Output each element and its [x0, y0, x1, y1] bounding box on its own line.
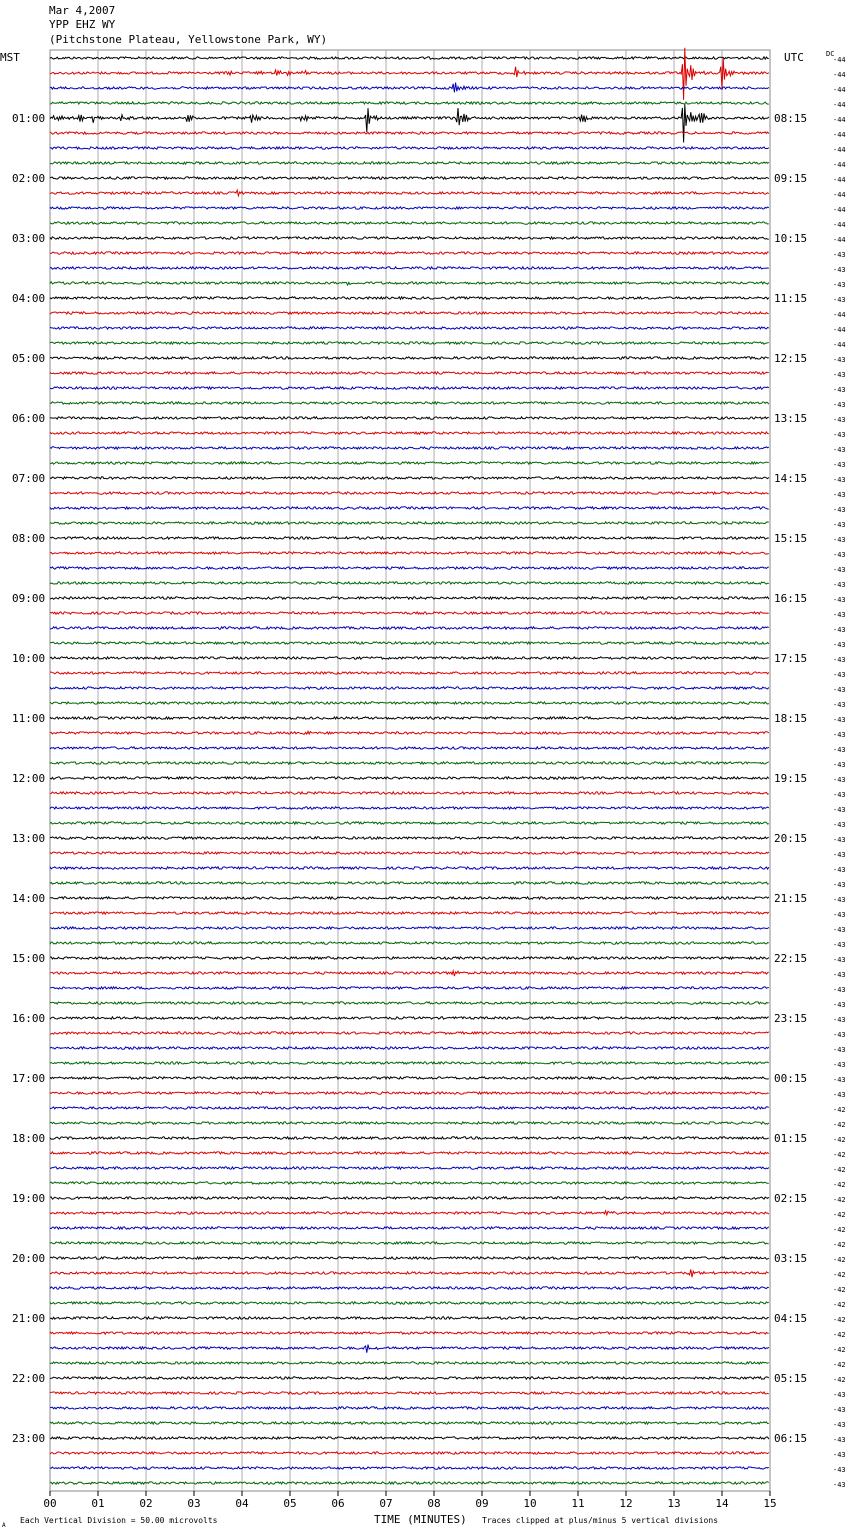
- trace-row-1: [50, 48, 769, 100]
- dc-offset-6: -44: [833, 146, 846, 154]
- trace-row-16: [50, 297, 769, 299]
- mst-hour-label: 02:00: [12, 172, 46, 185]
- dc-offset-12: -44: [833, 236, 846, 244]
- mst-hour-label: 05:00: [12, 352, 46, 365]
- trace-row-74: [50, 1167, 769, 1169]
- utc-hour-label: 04:15: [774, 1312, 808, 1325]
- dc-offset-44: -43: [833, 716, 846, 724]
- utc-hour-label: 01:15: [774, 1132, 808, 1145]
- x-tick-label: 09: [475, 1497, 489, 1510]
- corner-mark: A: [2, 1522, 6, 1529]
- trace-row-23: [50, 402, 769, 404]
- dc-offset-48: -43: [833, 776, 846, 784]
- x-tick-label: 06: [331, 1497, 345, 1510]
- utc-hour-label: 14:15: [774, 472, 808, 485]
- trace-row-21: [50, 372, 769, 374]
- trace-row-17: [50, 312, 769, 314]
- utc-hour-label: 06:15: [774, 1432, 808, 1445]
- trace-row-70: [50, 1107, 769, 1109]
- dc-offset-65: -43: [833, 1031, 846, 1039]
- mst-hour-label: 22:00: [12, 1372, 46, 1385]
- dc-offset-74: -42: [833, 1166, 846, 1174]
- trace-row-93: [50, 1452, 769, 1454]
- x-tick-label: 01: [91, 1497, 105, 1510]
- dc-offset-21: -43: [833, 371, 846, 379]
- trace-row-87: [50, 1362, 769, 1364]
- dc-offset-88: -42: [833, 1376, 846, 1384]
- trace-row-31: [50, 522, 769, 524]
- dc-offset-78: -42: [833, 1226, 846, 1234]
- trace-row-57: [50, 912, 769, 914]
- dc-offset-91: -43: [833, 1421, 846, 1429]
- trace-row-88: [50, 1377, 769, 1379]
- trace-row-76: [50, 1197, 769, 1199]
- mst-hour-label: 19:00: [12, 1192, 46, 1205]
- dc-offset-68: -43: [833, 1076, 846, 1084]
- dc-offset-29: -43: [833, 491, 846, 499]
- mst-label: MST: [0, 51, 20, 64]
- dc-offset-19: -44: [833, 341, 846, 349]
- trace-row-75: [50, 1182, 769, 1184]
- mst-hour-label: 04:00: [12, 292, 46, 305]
- footer-clip-note: Traces clipped at plus/minus 5 vertical divisions: [482, 1516, 719, 1525]
- dc-offset-51: -43: [833, 821, 846, 829]
- trace-row-11: [50, 222, 769, 224]
- dc-offset-25: -43: [833, 431, 846, 439]
- plot-frame: [50, 50, 770, 1491]
- dc-offset-55: -43: [833, 881, 846, 889]
- trace-row-47: [50, 762, 769, 764]
- dc-offset-64: -43: [833, 1016, 846, 1024]
- x-tick-label: 12: [619, 1497, 633, 1510]
- x-tick-label: 04: [235, 1497, 249, 1510]
- mst-hour-label: 07:00: [12, 472, 46, 485]
- dc-offset-86: -42: [833, 1346, 846, 1354]
- dc-offset-36: -43: [833, 596, 846, 604]
- mst-hour-label: 12:00: [12, 772, 46, 785]
- dc-offset-53: -43: [833, 851, 846, 859]
- trace-row-79: [50, 1242, 769, 1244]
- trace-row-48: [50, 777, 769, 779]
- mst-hour-label: 17:00: [12, 1072, 46, 1085]
- trace-row-86: [50, 1345, 769, 1353]
- station-label: YPP EHZ WY: [49, 18, 116, 31]
- dc-offset-52: -43: [833, 836, 846, 844]
- trace-row-45: [50, 731, 769, 734]
- dc-offset-54: -43: [833, 866, 846, 874]
- trace-row-94: [50, 1467, 769, 1469]
- x-tick-label: 00: [43, 1497, 57, 1510]
- dc-offset-80: -42: [833, 1256, 846, 1264]
- dc-offset-89: -43: [833, 1391, 846, 1399]
- dc-offset-5: -44: [833, 131, 846, 139]
- dc-offset-85: -42: [833, 1331, 846, 1339]
- trace-row-71: [50, 1122, 769, 1124]
- utc-hour-label: 19:15: [774, 772, 808, 785]
- dc-offset-27: -43: [833, 461, 846, 469]
- dc-offset-69: -43: [833, 1091, 846, 1099]
- trace-row-89: [50, 1392, 769, 1394]
- mst-hour-label: 21:00: [12, 1312, 46, 1325]
- dc-offset-18: -44: [833, 326, 846, 334]
- trace-row-38: [50, 627, 769, 629]
- utc-hour-label: 23:15: [774, 1012, 808, 1025]
- dc-offset-92: -43: [833, 1436, 846, 1444]
- utc-hour-label: 00:15: [774, 1072, 808, 1085]
- dc-offset-8: -44: [833, 176, 846, 184]
- trace-row-55: [50, 882, 769, 884]
- utc-hour-label: 03:15: [774, 1252, 808, 1265]
- trace-row-61: [50, 971, 769, 976]
- trace-row-10: [50, 207, 769, 209]
- dc-offset-42: -43: [833, 686, 846, 694]
- trace-row-42: [50, 687, 769, 689]
- dc-offset-7: -44: [833, 161, 846, 169]
- dc-offset-57: -43: [833, 911, 846, 919]
- mst-hour-label: 08:00: [12, 532, 46, 545]
- trace-row-41: [50, 672, 769, 674]
- trace-row-8: [50, 177, 769, 179]
- utc-hour-label: 20:15: [774, 832, 808, 845]
- dc-offset-59: -43: [833, 941, 846, 949]
- trace-row-24: [50, 417, 769, 419]
- dc-offset-37: -43: [833, 611, 846, 619]
- dc-offset-56: -43: [833, 896, 846, 904]
- trace-row-20: [50, 357, 769, 359]
- trace-row-49: [50, 792, 769, 794]
- x-tick-label: 11: [571, 1497, 585, 1510]
- dc-offset-50: -43: [833, 806, 846, 814]
- x-tick-label: 10: [523, 1497, 537, 1510]
- mst-hour-label: 16:00: [12, 1012, 46, 1025]
- trace-row-80: [50, 1257, 769, 1259]
- trace-row-33: [50, 552, 769, 554]
- x-tick-label: 05: [283, 1497, 297, 1510]
- trace-row-92: [50, 1437, 769, 1439]
- trace-row-35: [50, 582, 769, 584]
- dc-offset-95: -43: [833, 1481, 846, 1489]
- dc-offset-58: -43: [833, 926, 846, 934]
- trace-row-51: [50, 822, 769, 824]
- trace-row-65: [50, 1032, 769, 1034]
- trace-row-91: [50, 1422, 769, 1424]
- utc-hour-label: 15:15: [774, 532, 808, 545]
- trace-row-73: [50, 1152, 769, 1154]
- trace-row-25: [50, 432, 769, 434]
- dc-label: DC: [826, 50, 835, 58]
- utc-hour-label: 10:15: [774, 232, 808, 245]
- footer-scale-note: Each Vertical Division = 50.00 microvolts: [20, 1516, 218, 1525]
- trace-row-56: [50, 897, 769, 899]
- trace-row-43: [50, 702, 769, 704]
- dc-offset-62: -43: [833, 986, 846, 994]
- utc-hour-label: 16:15: [774, 592, 808, 605]
- dc-offset-3: -44: [833, 101, 846, 109]
- trace-row-81: [50, 1269, 769, 1277]
- trace-row-44: [50, 717, 769, 719]
- x-tick-label: 13: [667, 1497, 681, 1510]
- utc-hour-label: 05:15: [774, 1372, 808, 1385]
- x-tick-label: 02: [139, 1497, 153, 1510]
- dc-offset-87: -42: [833, 1361, 846, 1369]
- dc-offset-41: -43: [833, 671, 846, 679]
- dc-offset-46: -43: [833, 746, 846, 754]
- trace-row-72: [50, 1137, 769, 1139]
- utc-hour-label: 17:15: [774, 652, 808, 665]
- trace-row-34: [50, 567, 769, 569]
- trace-row-39: [50, 642, 769, 644]
- trace-row-28: [50, 477, 769, 479]
- dc-offset-40: -43: [833, 656, 846, 664]
- utc-hour-label: 13:15: [774, 412, 808, 425]
- mst-hour-label: 18:00: [12, 1132, 46, 1145]
- trace-row-63: [50, 1002, 769, 1004]
- trace-row-60: [50, 957, 769, 959]
- dc-offset-34: -43: [833, 566, 846, 574]
- dc-offset-30: -43: [833, 506, 846, 514]
- trace-row-29: [50, 492, 769, 494]
- trace-row-64: [50, 1017, 769, 1019]
- x-tick-label: 15: [763, 1497, 777, 1510]
- trace-row-14: [50, 267, 769, 269]
- trace-row-37: [50, 612, 769, 614]
- x-tick-label: 14: [715, 1497, 729, 1510]
- trace-row-40: [50, 657, 769, 659]
- x-axis-title: TIME (MINUTES): [374, 1513, 467, 1526]
- dc-offset-81: -42: [833, 1271, 846, 1279]
- trace-row-58: [50, 927, 769, 929]
- dc-offset-17: -44: [833, 311, 846, 319]
- dc-offset-35: -43: [833, 581, 846, 589]
- trace-row-9: [50, 190, 769, 196]
- trace-row-36: [50, 597, 769, 599]
- trace-row-67: [50, 1062, 769, 1064]
- utc-hour-label: 11:15: [774, 292, 808, 305]
- dc-offset-2: -44: [833, 86, 846, 94]
- mst-hour-label: 14:00: [12, 892, 46, 905]
- utc-hour-label: 08:15: [774, 112, 808, 125]
- dc-offset-14: -43: [833, 266, 846, 274]
- trace-row-52: [50, 837, 769, 839]
- dc-offset-67: -43: [833, 1061, 846, 1069]
- mst-hour-label: 11:00: [12, 712, 46, 725]
- trace-row-7: [50, 162, 769, 164]
- trace-row-68: [50, 1077, 769, 1079]
- trace-row-15: [50, 282, 769, 285]
- trace-row-2: [50, 83, 769, 93]
- dc-offset-10: -44: [833, 206, 846, 214]
- location-label: (Pitchstone Plateau, Yellowstone Park, WY): [49, 33, 328, 46]
- dc-offset-43: -43: [833, 701, 846, 709]
- utc-hour-label: 12:15: [774, 352, 808, 365]
- dc-offset-24: -43: [833, 416, 846, 424]
- dc-offset-16: -43: [833, 296, 846, 304]
- dc-offset-0: -44: [833, 56, 846, 64]
- trace-row-69: [50, 1092, 769, 1094]
- dc-offset-94: -43: [833, 1466, 846, 1474]
- mst-hour-label: 01:00: [12, 112, 46, 125]
- mst-hour-label: 15:00: [12, 952, 46, 965]
- trace-row-62: [50, 987, 769, 989]
- dc-offset-77: -42: [833, 1211, 846, 1219]
- trace-row-78: [50, 1227, 769, 1229]
- dc-offset-66: -43: [833, 1046, 846, 1054]
- trace-row-22: [50, 387, 769, 389]
- trace-row-32: [50, 537, 769, 539]
- trace-row-6: [50, 147, 769, 149]
- trace-row-26: [50, 447, 769, 449]
- dc-offset-15: -43: [833, 281, 846, 289]
- mst-hour-label: 10:00: [12, 652, 46, 665]
- trace-row-5: [50, 132, 769, 134]
- utc-hour-label: 18:15: [774, 712, 808, 725]
- trace-row-82: [50, 1287, 769, 1289]
- utc-hour-label: 22:15: [774, 952, 808, 965]
- dc-offset-13: -43: [833, 251, 846, 259]
- trace-row-13: [50, 252, 769, 254]
- utc-label: UTC: [784, 51, 804, 64]
- dc-offset-61: -43: [833, 971, 846, 979]
- dc-offset-1: -44: [833, 71, 846, 79]
- dc-offset-60: -43: [833, 956, 846, 964]
- dc-offset-83: -42: [833, 1301, 846, 1309]
- dc-offset-9: -44: [833, 191, 846, 199]
- trace-row-50: [50, 807, 769, 809]
- dc-offset-70: -42: [833, 1106, 846, 1114]
- dc-offset-47: -43: [833, 761, 846, 769]
- dc-offset-23: -43: [833, 401, 846, 409]
- dc-offset-90: -43: [833, 1406, 846, 1414]
- dc-offset-79: -42: [833, 1241, 846, 1249]
- dc-offset-84: -42: [833, 1316, 846, 1324]
- dc-offset-45: -43: [833, 731, 846, 739]
- dc-offset-11: -44: [833, 221, 846, 229]
- trace-row-0: [50, 57, 769, 59]
- x-tick-label: 08: [427, 1497, 441, 1510]
- trace-row-83: [50, 1302, 769, 1304]
- trace-row-18: [50, 327, 769, 329]
- trace-row-4: [50, 104, 769, 142]
- mst-hour-label: 09:00: [12, 592, 46, 605]
- utc-hour-label: 21:15: [774, 892, 808, 905]
- trace-row-85: [50, 1332, 769, 1334]
- dc-offset-32: -43: [833, 536, 846, 544]
- trace-row-19: [50, 342, 769, 344]
- dc-offset-26: -43: [833, 446, 846, 454]
- date-label: Mar 4,2007: [49, 4, 116, 17]
- trace-row-77: [50, 1211, 769, 1215]
- dc-offset-28: -43: [833, 476, 846, 484]
- dc-offset-31: -43: [833, 521, 846, 529]
- trace-row-54: [50, 867, 769, 869]
- dc-offset-22: -43: [833, 386, 846, 394]
- mst-hour-label: 23:00: [12, 1432, 46, 1445]
- dc-offset-93: -43: [833, 1451, 846, 1459]
- dc-offset-49: -43: [833, 791, 846, 799]
- dc-offset-82: -42: [833, 1286, 846, 1294]
- dc-offset-33: -43: [833, 551, 846, 559]
- mst-hour-label: 06:00: [12, 412, 46, 425]
- x-tick-label: 03: [187, 1497, 201, 1510]
- trace-row-53: [50, 852, 769, 854]
- dc-offset-20: -43: [833, 356, 846, 364]
- mst-hour-label: 13:00: [12, 832, 46, 845]
- dc-offset-76: -42: [833, 1196, 846, 1204]
- dc-offset-73: -42: [833, 1151, 846, 1159]
- mst-hour-label: 20:00: [12, 1252, 46, 1265]
- utc-hour-label: 09:15: [774, 172, 808, 185]
- trace-row-84: [50, 1317, 769, 1319]
- trace-row-90: [50, 1407, 769, 1409]
- trace-row-66: [50, 1047, 769, 1049]
- trace-row-59: [50, 942, 769, 944]
- dc-offset-38: -43: [833, 626, 846, 634]
- trace-row-95: [50, 1482, 769, 1484]
- trace-row-46: [50, 747, 769, 749]
- dc-offset-71: -42: [833, 1121, 846, 1129]
- x-tick-label: 07: [379, 1497, 393, 1510]
- trace-row-30: [50, 507, 769, 509]
- dc-offset-75: -42: [833, 1181, 846, 1189]
- trace-row-3: [50, 102, 769, 104]
- utc-hour-label: 02:15: [774, 1192, 808, 1205]
- dc-offset-39: -43: [833, 641, 846, 649]
- trace-row-27: [50, 462, 769, 464]
- trace-row-12: [50, 237, 769, 239]
- dc-offset-4: -44: [833, 116, 846, 124]
- dc-offset-63: -43: [833, 1001, 846, 1009]
- dc-offset-72: -42: [833, 1136, 846, 1144]
- mst-hour-label: 03:00: [12, 232, 46, 245]
